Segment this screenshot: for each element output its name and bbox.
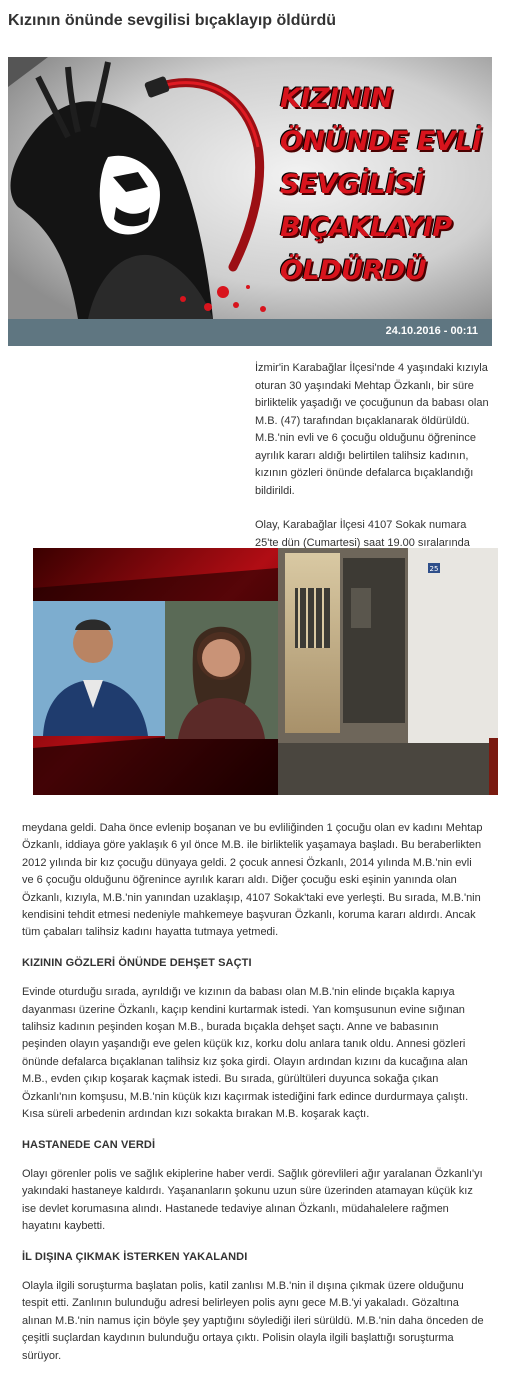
hero-image — [8, 57, 492, 346]
section-heading: KIZININ GÖZLERİ ÖNÜNDE DEHŞET SAÇTI — [22, 956, 252, 969]
body-paragraph: Olayı görenler polis ve sağlık ekiplerine haber verdi. Sağlık görevlileri ağır yaralanan Özkanlı'yı yakındaki hastaneye kaldırdı. Yaşananların şokunu uzun süre üzerinden atamayan küçük kız ise devlet korumasına alındı. Hastanede tedaviye alınan Özkanlı, müdahalelere rağmen hayatını kaybetti. — [22, 1167, 483, 1233]
hero-headline-line: ÖNÜNDE EVLİ — [280, 126, 482, 157]
hero-headline-line: BIÇAKLAYIP — [280, 212, 452, 243]
article-title: Kızının önünde sevgilisi bıçaklayıp öldürdü — [8, 12, 337, 29]
article-body — [22, 820, 484, 1378]
section-heading: İL DIŞINA ÇIKMAK İSTERKEN YAKALANDI — [22, 1250, 248, 1263]
body-paragraph: Evinde oturduğu sırada, ayrıldığı ve kızının da babası olan M.B.'nin elinde bıçakla kapıya dayanması üzerine Özkanlı, kaçıp kendini kurtarmak istedi. Yan komşusunun evine sığınan talihsiz kadının peşinden koşan M.B., burada bıçakla dehşet saçtı. Anne ve babasının peşinden olayın yaşandığı eve gelen küçük kız, korku dolu anlara tanık oldu. Annesi gözleri önünde defalarca bıçaklanan talihsiz kız şoka girdi. Olayın ardından kızını da kucağına alan M.B., evden çıkıp koşarak kaçmak istedi. Bu sırada, gürültüleri duyunca sokağa çıkan Özkanlı'nın komşusu, M.B.'nin küçük kızı kaçırmak istediğini fark edince durdurmaya çalıştı. Kısa süreli arbedenin ardından kızı sokakta bırakan M.B. koşarak kaçtı. — [22, 986, 469, 1121]
article-photo — [33, 548, 498, 795]
hero-headline-line: KIZININ — [280, 83, 393, 114]
house-number-sign: 25 — [429, 565, 439, 573]
article-date: 24.10.2016 - 00:11 — [385, 325, 478, 337]
body-paragraph: meydana geldi. Daha önce evlenip boşanan ve bu evliliğinden 1 çocuğu olan ev kadını Mehtap Özkanlı, iddiaya göre yaklaşık 6 yıl önce M.B. ile birliktelik yaşamaya başladı. Bu beraberlikten 2012 yılında bir kız çocuğu dünyaya geldi. 2 çocuk annesi Özkanlı, 2014 yılında M.B.'nin evli ve 6 çocuğu olduğunu öğrenince ayrılık kararı aldı. Diğer çocuğu eski eşinin yanında olan Özkanlı, kızıyla, M.B.'nin yanından uzaklaşıp, 4107 Sokak'taki eve yerleşti. Bu sırada, M.B.'nin kendisini tehdit etmesi nedeniyle mahkemeye başvuran Özkanlı, koruma kararı aldırdı. Ancak tüm çabaları talihsiz kadını hayatta tutmaya yetmedi. — [22, 822, 483, 939]
hero-headline-line: ÖLDÜRDÜ — [280, 255, 427, 286]
date-bar — [8, 319, 492, 346]
intro-paragraph: Olay, Karabağlar İlçesi 4107 Sokak numara 25'te dün (Cumartesi) saat 19.00 sıralarında — [255, 519, 470, 549]
body-paragraph: Olayla ilgili soruşturma başlatan polis, katil zanlısı M.B.'nin il dışına çıkmak üzere olduğunu tespit etti. Zanlının bulunduğu adresi belirleyen polis aynı gece M.B.'yi yakaladı. Gözaltına alınan M.B.'nin namus için böyle şey yaptığını söylediği ileri sürüldü. M.B.'nin daha önceden de çeşitli suçlardan kaydının bulunduğu ortaya çıktı. Polisin olayla ilgili başlattığı soruşturma sürüyor. — [22, 1279, 484, 1362]
intro-paragraph: İzmir'in Karabağlar İlçesi'nde 4 yaşındaki kızıyla oturan 30 yaşındaki Mehtap Özkanlı, bir süre birliktelik yaşadığı ve çocuğunun da babası olan M.B. (47) tarafından bıçaklanarak öldürüldü. M.B.'nin evli ve 6 çocuğu olduğunu öğrenince ayrılık kararı aldığı belirtilen talihsiz kadının, kızının gözleri önünde defalarca bıçaklandığı bildirildi. — [255, 362, 489, 497]
photo-collage — [33, 548, 498, 795]
article-intro — [255, 360, 491, 569]
section-heading: HASTANEDE CAN VERDİ — [22, 1138, 156, 1151]
hero-headline — [280, 77, 485, 292]
hero-headline-line: SEVGİLİSİ — [280, 169, 424, 200]
